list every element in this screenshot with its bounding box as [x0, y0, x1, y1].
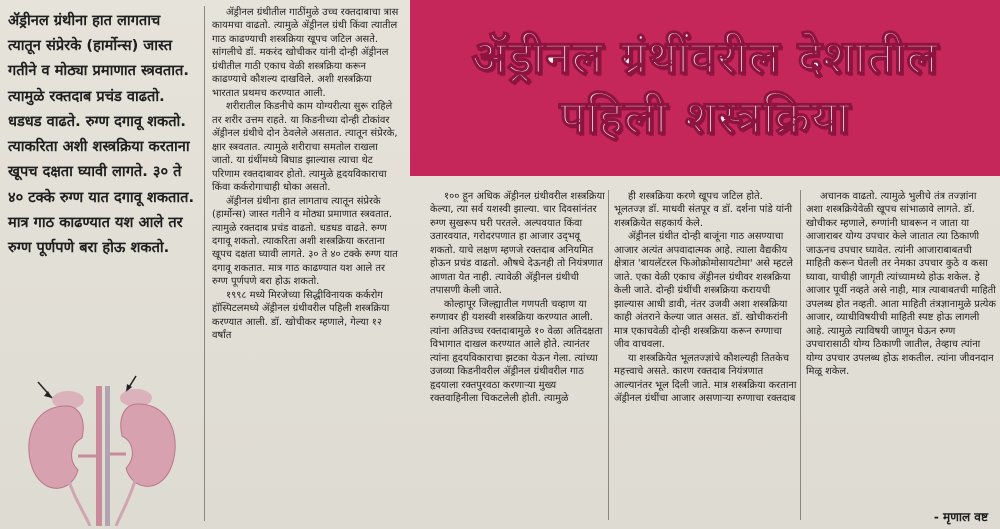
paragraph: १०० हून अधिक ॲड्रीनल ग्रंथीवरील शस्त्रक्रिया केल्या, त्या सर्व यशस्वी झाल्या. चार दिवसांनंतर रुग्ण सुखरूप घरी परतले. अल्पवयात किंवा उतारवयात, गरोदरपणात हा आजार उद्‌भवू शकतो. याचे लक्षण म्हणजे रक्तदाब अनियमित होऊन प्रचंड वाढतो. औषधे देऊनही तो नियंत्रणात आणता येत नाही. त्यावेळी ॲड्रीनल ग्रंथीची तपासणी केली जाते.	[430, 191, 605, 297]
paragraph: ॲड्रीनल ग्रंथीतील गाठींमुळे उच्च रक्तदाबाचा त्रास कायमचा वाढतो. त्यामुळे ॲड्रीनल ग्रंथी किंवा त्यातील गाठ काढण्याची शस्त्रक्रिया खूपच जटिल असते. सांगलीचे डॉ. मकरंद खोचीकर यांनी दोन्ही ॲड्रीनल ग्रंथीतील गाठी एकाच वेळी शस्त्रक्रिया करून काढण्याचे कौशल्य दाखविले. अशी शस्त्रक्रिया भारतात प्रथमच करण्यात आली.	[212, 7, 399, 99]
headline-line-1: ॲड्रीनल ग्रंथींवरील देशातील	[471, 30, 939, 85]
paragraph: कोल्हापूर जिल्ह्यातील गणपती चव्हाण या रुग्णावर ही यशस्वी शस्त्रक्रिया करण्यात आली. त्यांना अतिउच्च रक्तदाबामुळे १० वेळा अतिदक्षता विभागात दाखल करण्यात आले होते. त्यानंतर त्यांना हृदयविकाराचा झटका येऊन गेला. त्यांच्या उजव्या किडनीवरील ॲड्रीनल ग्रंथीवरील गाठ हृदयाला रक्तपुरवठा करणाऱ्या मुख्य रक्तवाहिनीला चिकटलेली होती. त्यामुळे	[430, 298, 603, 405]
column-divider	[204, 6, 205, 521]
paragraph: अचानक वाढतो. त्यामुळे भुलीचे तंत्र तज्ज्ञांना अशा शस्त्रक्रियेवेळी खूपच सांभाळावे लागते. डॉ. खोचीकर म्हणाले, रुग्णांनी घाबरून न जाता या आजाराबर योग्य उपचार केले जातात त्या ठिकाणी जाऊनच उपचार घ्यावेत. त्यांनी आजाराबाबतची माहिती करून घेतली तर नेमका उपचार कुठे व कसा घ्यावा, याचीही जागृती त्यांच्यामध्ये होऊ शकेल. हे आजार पूर्वी नव्हते असे नाही, मात्र त्याबाबतची माहिती उपलब्ध होत नव्हती. आता माहिती तंत्रज्ञानामुळे प्रत्येक आजार, व्याधीविषयीची माहिती स्पष्ट होऊ लागली आहे. त्यामुळे त्याविषयी जाणून घेऊन रुग्ण उपचारासाठी योग्य ठिकाणी जातील, तेव्हाच त्यांना योग्य उपचार उपलब्ध होऊ शकतील. त्यांना जीवनदान मिळू शकेल.	[806, 191, 996, 378]
kidney-diagram-icon	[8, 368, 196, 526]
column-divider	[608, 190, 609, 520]
article-column-2	[212, 6, 402, 343]
paragraph: ॲड्रीनल ग्रंथीत दोन्ही बाजूंना गाठ असण्याचा आजार अत्यंत अपवादात्मक आहे. त्याला वैद्यकीय क्षेत्रात 'बायलॅटरल फिओक्रोमोसायटोमा' असे म्हटले जाते. एका वेळी एकाच ॲड्रीनल ग्रंथीवर शस्त्रक्रिया केली जाते. दोन्ही ग्रंथींची शस्त्रक्रिया करायची झाल्यास आधी डावी, नंतर उजवी अशा शस्त्रक्रिया काही अंतराने केल्या जात असत. डॉ. खोचीकरांनी मात्र एकाचवेळी दोन्ही शस्त्रक्रिया करून रुग्णाचा जीव वाचवला.	[614, 231, 793, 351]
paragraph: ॲड्रीनल ग्रंथीना हात लागताच त्यातून संप्रेरके (हार्मोन्स) जास्त गतीने व मोठ्या प्रमाणात स्त्रवतात. त्यामुळे रक्तदाब प्रचंड वाढतो. धडधड वाढते. रुग्ण दगावू शकतो. त्याकरिता अशी शस्त्रक्रिया करताना खूपच दक्षता घ्यावी लागते. ३० ते ४० टक्के रुग्ण यात दगावू शकतात. मात्र गाठ काढण्यात यश आले तर रुग्ण पूर्णपणे बरा होऊ शकतो.	[212, 195, 398, 288]
summary-text: ॲड्रीनल ग्रंथीना हात लागताच त्यातून संप्रेरके (हार्मोन्स) जास्त गतीने व मोठ्या प्रमाणात स्त्रवतात. त्यामुळे रक्तदाब प्रचंड वाढतो. धडधड वाढते. रुग्ण दगावू शकतो. त्याकरिता अशी शस्त्रक्रिया करताना खूपच दक्षता घ्यावी लागते. ३० ते ४० टक्के रुग्ण यात दगावू शकतात. मात्र गाठ काढण्यात यश आले तर रुग्ण पूर्णपणे बरा होऊ शकतो.	[8, 12, 194, 257]
article-column-5	[806, 190, 996, 379]
paragraph: या शस्त्रक्रियेत भूलतज्ज्ञांचे कौशल्यही तितकेच महत्त्वाचे असते. कारण रक्तदाब नियंत्रणात आल्यानंतर भूल दिली जाते. मात्र शस्त्रक्रिया करताना ॲड्रीनल ग्रंथींचा आजार असणाऱ्या रुग्णाचा रक्तदाब	[614, 352, 797, 405]
paragraph: १९९८ मध्ये मिरजेच्या सिद्धीविनायक कर्करोग हॉस्पिटलमध्ये ॲड्रीनल ग्रंथीवरील पहिली शस्त्रक्रिया करण्यात आली. डॉ. खोचीकर म्हणाले, गेल्या १२ वर्षांत	[212, 289, 390, 342]
paragraph: ही शस्त्रक्रिया करणे खूपच जटिल होते. भूलतज्ज्ञ डॉ. माधवी संतपूर व डॉ. दर्शना पांडे यांनी शस्त्रक्रियेत सहकार्य केले.	[614, 191, 793, 229]
author-byline: - मृणाल वष्ट	[933, 510, 988, 524]
column-divider	[800, 190, 801, 520]
sidebar-summary	[8, 8, 196, 260]
article-column-4	[614, 190, 797, 406]
headline-banner	[410, 0, 1000, 176]
article-column-3	[430, 190, 606, 406]
headline-line-2: पहिली शस्त्रक्रिया	[559, 90, 851, 144]
paragraph: शरीरातील किडनीचे काम योग्यरीत्या सुरू राहिले तर शरीर उत्तम राहते. या किडनीच्या दोन्ही टोकांवर ॲड्रीनल ग्रंथीचे दोन ठेवलेले असतात. त्यातून संप्रेरके, क्षार स्त्रवतात. त्यामुळे शरीराचा समतोल राखला जातो. या ग्रंथींमध्ये बिघाड झाल्यास त्याचा थेट परिणाम रक्तदाबावर होतो. त्यामुळे हृदयविकाराचा किंवा कर्करोगाचाही धोका असतो.	[212, 101, 398, 194]
